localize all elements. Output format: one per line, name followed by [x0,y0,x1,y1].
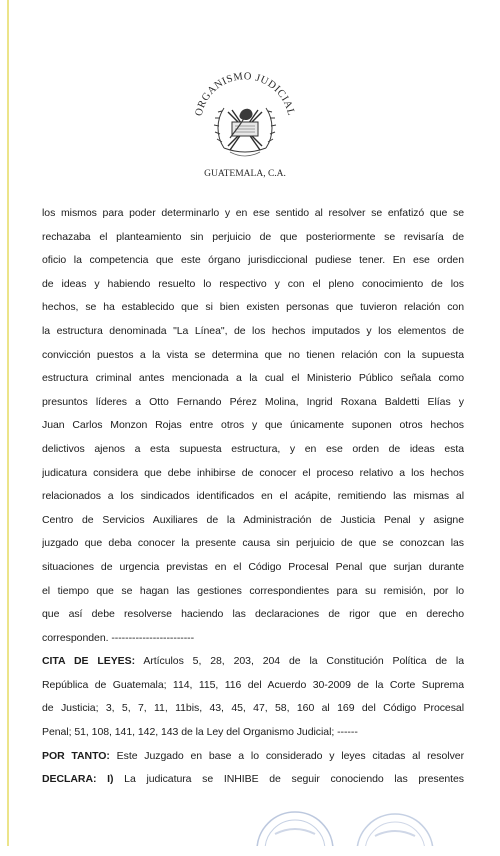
body-line: estructura criminal antes mencionada a la cual el Ministerio Público señala como [42,372,464,385]
body-line: convicción puestos a la vista se determina que no tienen relación con la supuesta [42,348,464,361]
body-line: que así debe resolverse haciendo las declaraciones de rigor que en derecho [42,608,464,621]
body-line: juzgado que deba conocer la presente causa sin perjuicio de que se conozcan las [42,537,464,550]
declara-numeral: I) [107,773,114,786]
body-line: oficio la competencia que este órgano jurisdiccional pudiese tener. En ese orden [42,254,464,267]
cita-heading: CITA DE LEYES: [42,655,136,668]
por-tanto-text: Este Juzgado en base a lo considerado y leyes citadas al resolver [116,749,464,762]
body-line: el tiempo que se hagan las gestiones correspondientes para su remisión, por lo [42,584,464,597]
declara-heading: DECLARA: [42,773,97,786]
body-line: delictivos ajenos a esta supuesta estructura, y en ese orden de ideas esta [42,442,464,455]
por-tanto-heading: POR TANTO: [42,749,110,762]
body-line: judicatura considera que debe inhibirse de conocer el proceso relativo a los hechos [42,466,464,479]
body-line: situaciones de urgencia previstas en el Código Procesal Penal que surjan durante [42,560,464,573]
seal-text-top: ORGANISMO JUDICIAL [193,71,297,118]
body-line: Centro de Servicios Auxiliares de la Administración de Justicia Penal y asigne [42,513,464,526]
margin-line [7,0,9,846]
official-stamps [255,806,465,856]
body-line: los mismos para poder determinarlo y en ese sentido al resolver se enfatizó que se [42,207,464,219]
seal-text-bottom: GUATEMALA, C.A. [204,169,286,179]
body-line: relacionados a los sindicados identificados en el acápite, remitiendo las mismas al [42,490,464,503]
cita-line: República de Guatemala; 114, 115, 116 del Acuerdo 30-2009 de la Corte Suprema [42,678,464,691]
cita-line [42,650,464,674]
body-line: la estructura denominada "La Línea", de los hechos imputados y los elementos de [42,324,464,337]
cita-text: Artículos 5, 28, 203, 204 de la Constitución Política de la [143,655,464,668]
body-line: corresponden. ------------------------ [42,631,195,644]
declara-text: La judicatura se INHIBE de seguir conociendo las presentes [124,773,464,786]
body-line: de ideas y habiendo resuelto lo respectivo y con el pleno conocimiento de los [42,277,464,290]
body-line: hechos, se ha establecido que si bien existen personas que tuvieron relación con [42,301,464,314]
cita-line: de Justicia; 3, 5, 7, 11, 11bis, 43, 45, 47, 58, 160 al 169 del Código Procesal [42,702,464,715]
cita-line: Penal; 51, 108, 141, 142, 143 de la Ley del Organismo Judicial; ------ [42,726,358,739]
body-line: Juan Carlos Monzon Rojas entre otros y que únicamente suponen otros hechos [42,419,464,432]
body-line: rechazaba el planteamiento sin perjuicio de que posteriormente se revisaría de [42,230,464,243]
organismo-judicial-seal [180,52,310,182]
document-body [42,202,464,792]
body-line: presuntos líderes a Otto Fernando Pérez Molina, Ingrid Roxana Baldetti Elías y [42,395,464,408]
declara-line [42,768,464,792]
por-tanto-line [42,745,464,769]
